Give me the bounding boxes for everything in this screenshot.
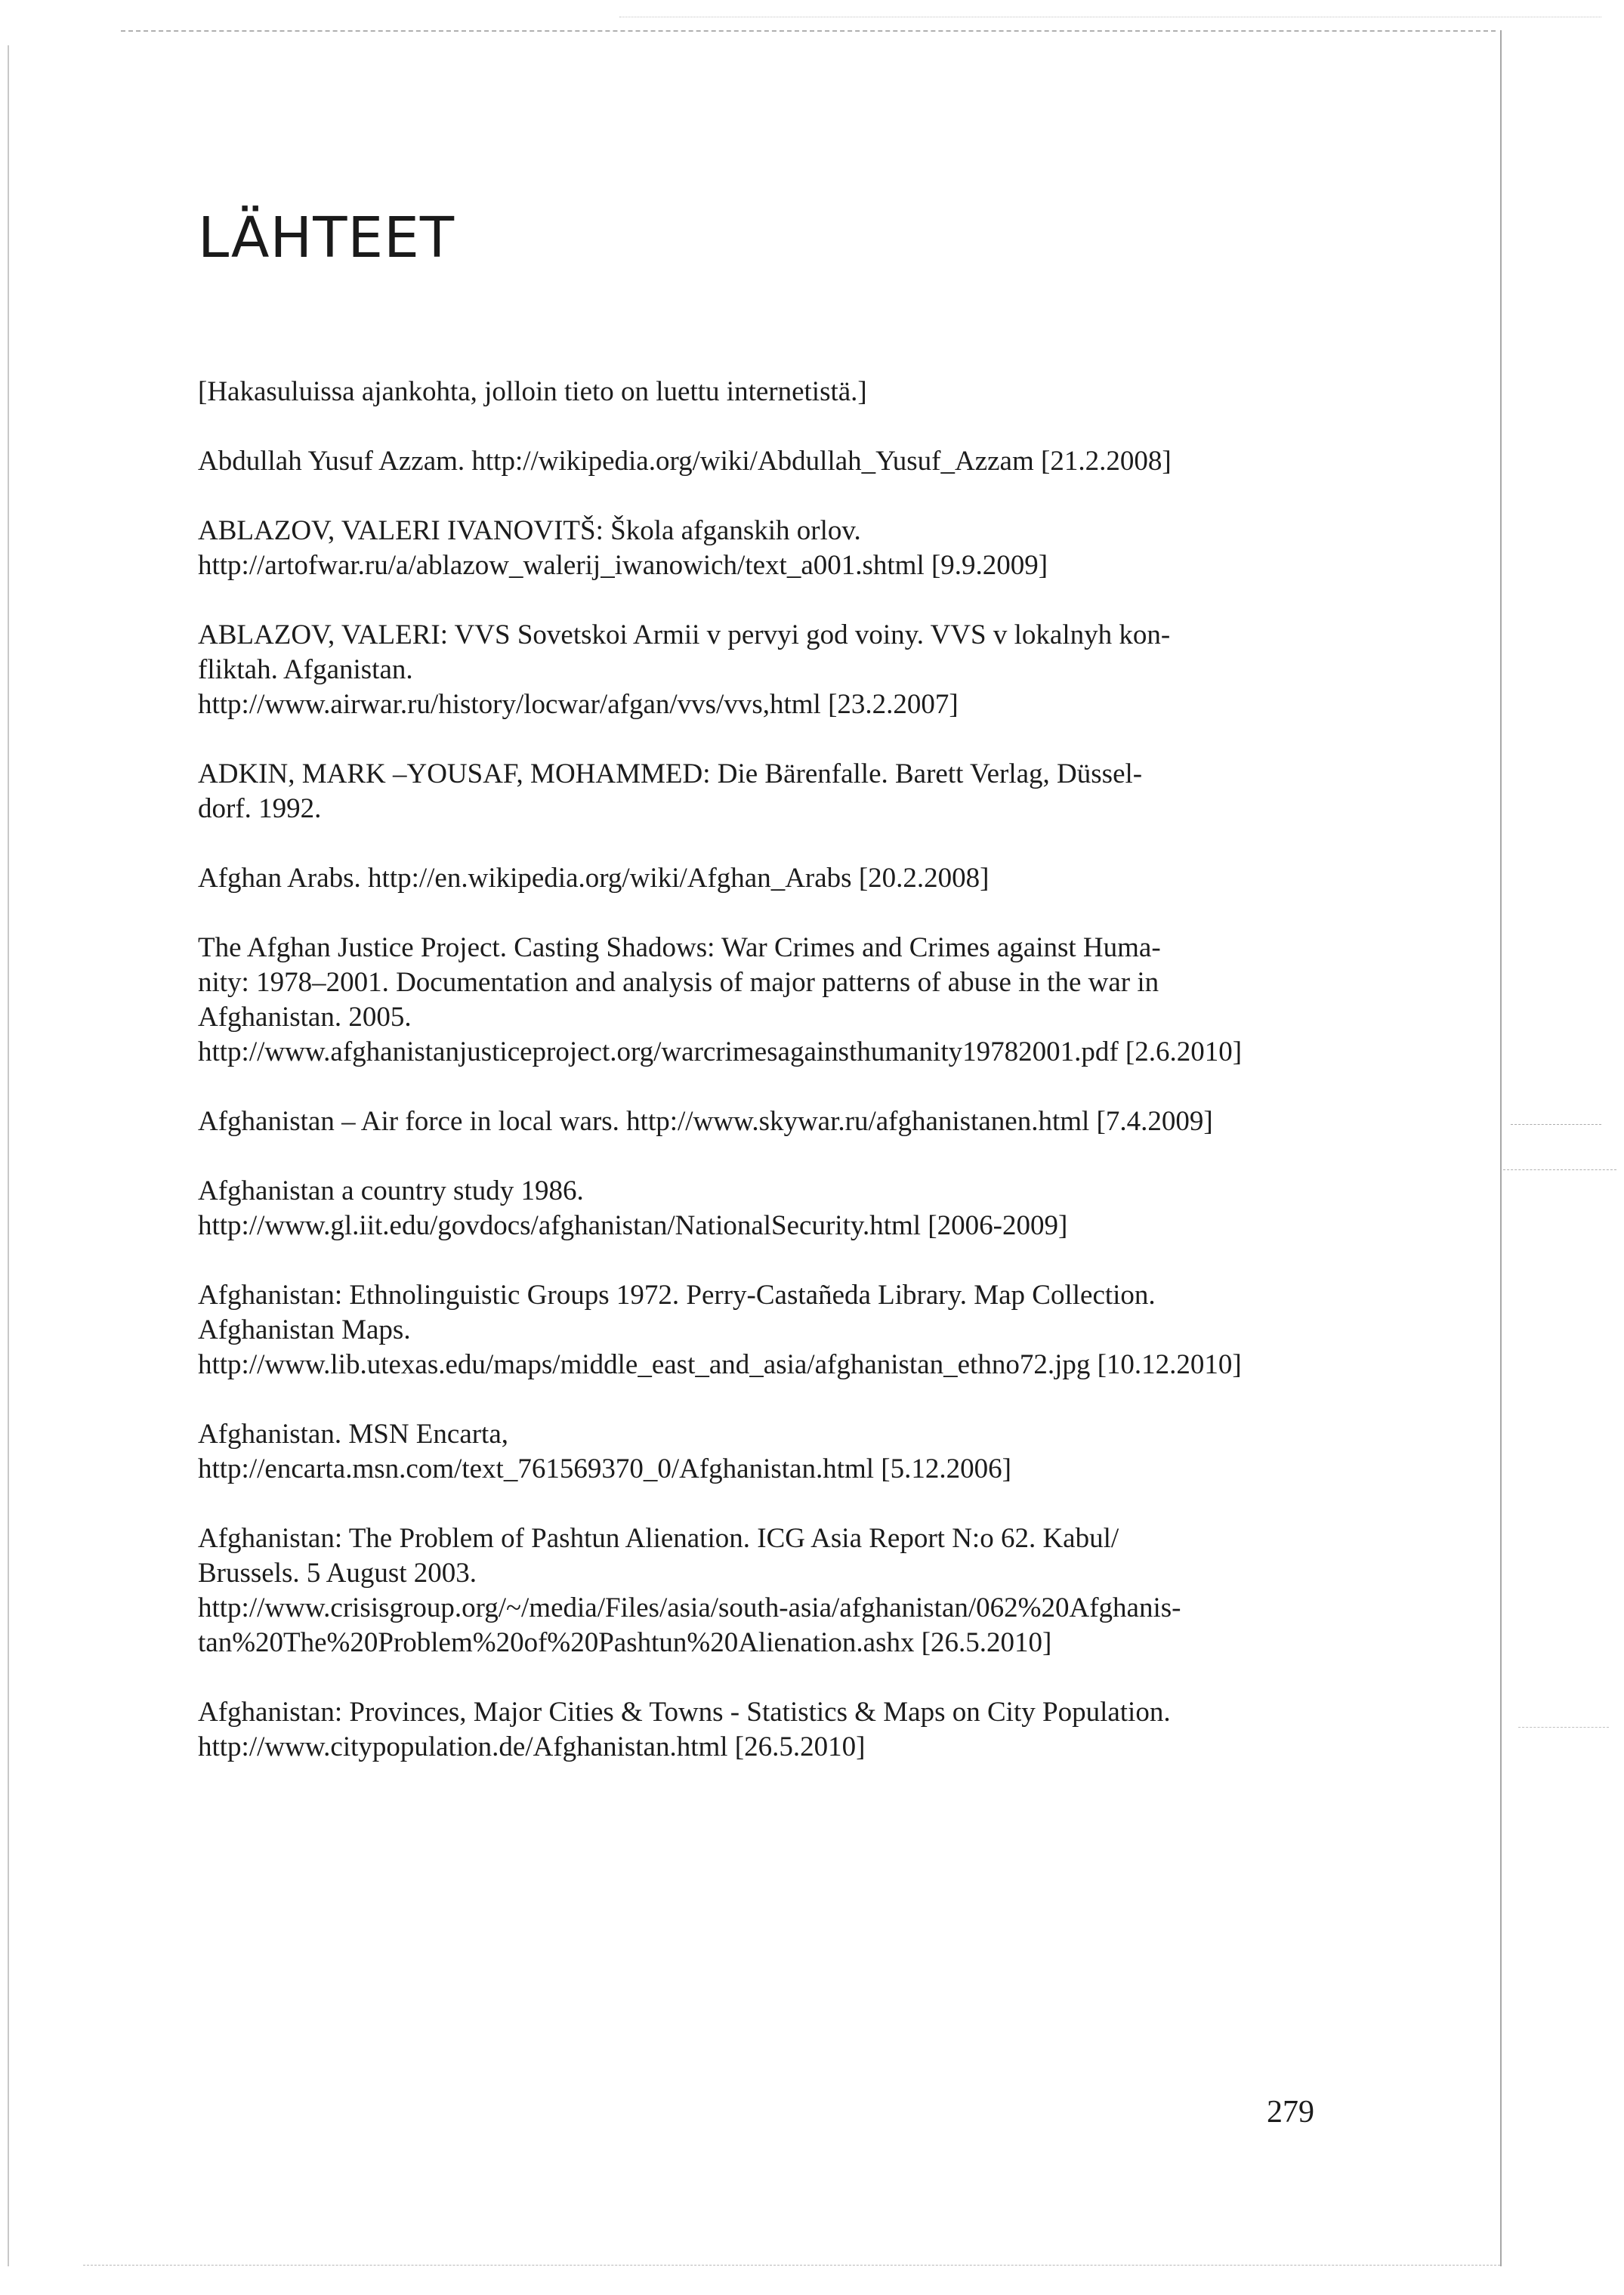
reference-entry — [198, 757, 1308, 826]
reference-line: dorf. 1992. — [198, 793, 322, 824]
reference-line: Afghanistan Maps. — [198, 1314, 411, 1345]
reference-url: http://artofwar.ru/a/ablazow_walerij_iwanowich/text_a001.shtml [9.9.2009] — [198, 550, 1048, 581]
scan-edge-left — [8, 45, 9, 2266]
references-list — [198, 375, 1308, 1799]
reference-line: Afghanistan: Provinces, Major Cities & Towns - Statistics & Maps on City Population. — [198, 1697, 1171, 1728]
reference-entry — [198, 618, 1308, 722]
reference-url: tan%20The%20Problem%20of%20Pashtun%20Alienation.ashx [26.5.2010] — [198, 1627, 1052, 1658]
scan-edge-bottom — [83, 2265, 1500, 2266]
reference-line: Afghan Arabs. http://en.wikipedia.org/wiki/Afghan_Arabs [20.2.2008] — [198, 863, 990, 894]
reference-line: ADKIN, MARK –YOUSAF, MOHAMMED: Die Bärenfalle. Barett Verlag, Düssel- — [198, 758, 1143, 789]
reference-url: http://www.lib.utexas.edu/maps/middle_east_and_asia/afghanistan_ethno72.jpg [10.12.2010] — [198, 1349, 1242, 1380]
reference-entry — [198, 1417, 1308, 1487]
reference-line: Afghanistan a country study 1986. — [198, 1175, 584, 1206]
reference-line: Abdullah Yusuf Azzam. http://wikipedia.org/wiki/Abdullah_Yusuf_Azzam [21.2.2008] — [198, 446, 1172, 477]
reference-entry — [198, 1278, 1308, 1382]
scan-mark — [1503, 1169, 1616, 1170]
reference-url: http://www.afghanistanjusticeproject.org/warcrimesagainsthumanity19782001.pdf [2.6.2010] — [198, 1036, 1243, 1067]
reference-entry — [198, 931, 1308, 1070]
reference-line: Afghanistan. 2005. — [198, 1002, 412, 1033]
reference-line: fliktah. Afganistan. — [198, 654, 413, 685]
reference-entry — [198, 1695, 1308, 1765]
scan-mark — [1511, 1124, 1601, 1125]
page-number: 279 — [1267, 2095, 1314, 2130]
reference-url: http://www.airwar.ru/history/locwar/afgan/vvs/vvs,html [23.2.2007] — [198, 689, 959, 720]
reference-note: [Hakasuluissa ajankohta, jolloin tieto on luettu internetistä.] — [198, 376, 867, 407]
reference-url: http://encarta.msn.com/text_761569370_0/Afghanistan.html [5.12.2006] — [198, 1453, 1011, 1484]
reference-entry — [198, 1104, 1308, 1139]
reference-entry — [198, 1521, 1308, 1660]
reference-line: ABLAZOV, VALERI: VVS Sovetskoi Armii v pervyi god voiny. VVS v lokalnyh kon- — [198, 619, 1171, 650]
reference-line: nity: 1978–2001. Documentation and analysis of major patterns of abuse in the war in — [198, 967, 1159, 998]
reference-url: http://www.citypopulation.de/Afghanistan.html [26.5.2010] — [198, 1731, 866, 1762]
reference-entry — [198, 861, 1308, 896]
scan-edge-top — [121, 30, 1496, 32]
reference-line: Brussels. 5 August 2003. — [198, 1558, 477, 1589]
page-heading: LÄHTEET — [198, 205, 455, 270]
reference-entry — [198, 444, 1308, 479]
reference-line: Afghanistan: Ethnolinguistic Groups 1972. Perry-Castañeda Library. Map Collection. — [198, 1280, 1156, 1311]
reference-entry — [198, 1174, 1308, 1243]
reference-url: http://www.gl.iit.edu/govdocs/afghanistan/NationalSecurity.html [2006-2009] — [198, 1210, 1068, 1241]
reference-line: ABLAZOV, VALERI IVANOVITŠ: Škola afganskih orlov. — [198, 515, 861, 546]
reference-url: http://www.crisisgroup.org/~/media/Files/asia/south-asia/afghanistan/062%20Afghanis- — [198, 1592, 1181, 1623]
scan-edge-right — [1500, 30, 1502, 2266]
reference-line: Afghanistan – Air force in local wars. http://www.skywar.ru/afghanistanen.html [7.4.2009] — [198, 1106, 1213, 1137]
reference-entry — [198, 514, 1308, 583]
reference-line: Afghanistan. MSN Encarta, — [198, 1419, 509, 1450]
reference-line: The Afghan Justice Project. Casting Shadows: War Crimes and Crimes against Huma- — [198, 932, 1161, 963]
reference-line: Afghanistan: The Problem of Pashtun Alienation. ICG Asia Report N:o 62. Kabul/ — [198, 1523, 1119, 1554]
scan-mark — [1518, 1727, 1609, 1728]
